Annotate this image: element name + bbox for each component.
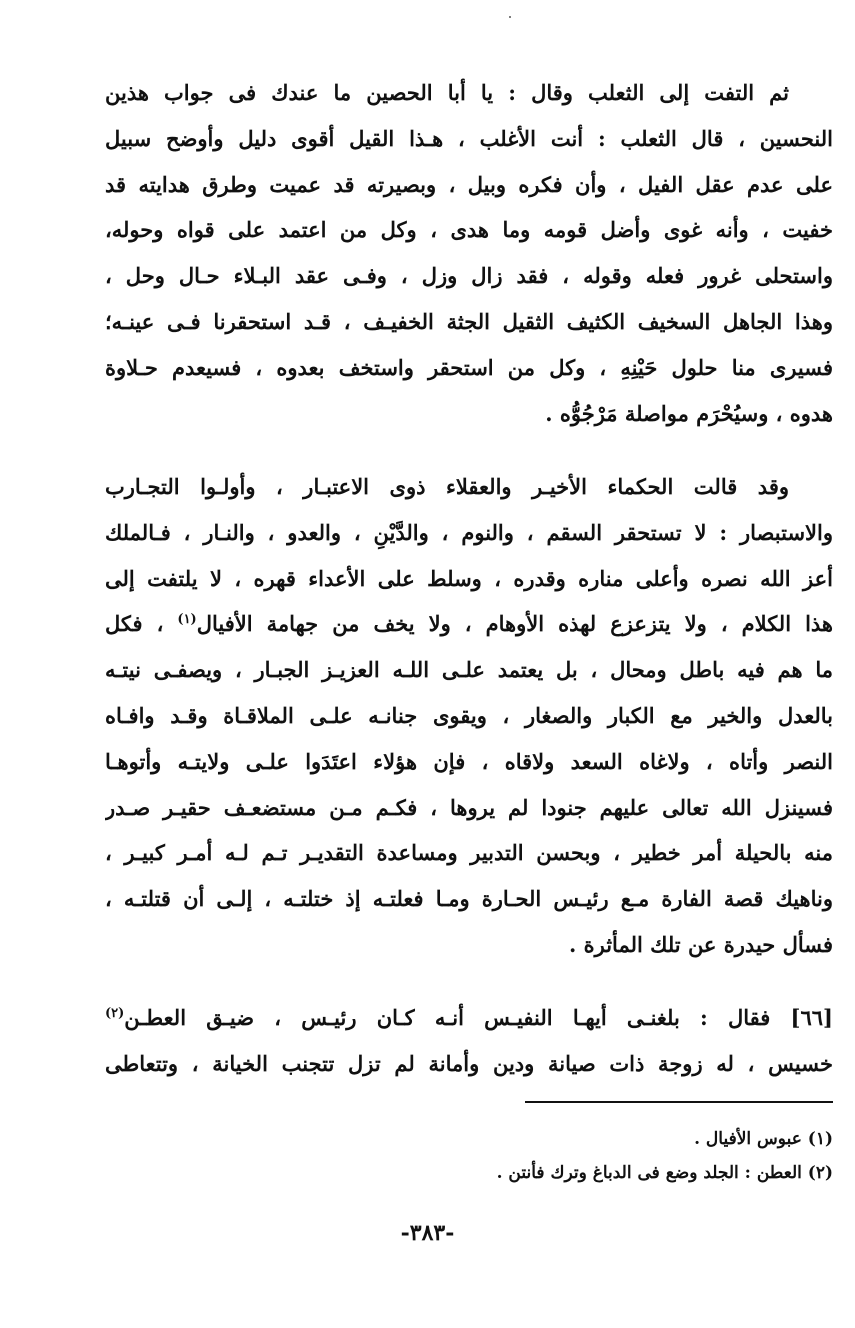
text-line: ثم التفت إلى الثعلب وقال : يا أبا الحصين ما عندك فى جواب هذين: [105, 80, 789, 105]
footnote-divider: [525, 1101, 833, 1103]
text-line: أعز الله نصره وأعلى مناره وقدره ، وسلط على الأعداء قهره ، لا يلتفت إلى: [105, 565, 833, 591]
text-segment: هذا الكلام ، ولا يتزعزع لهذه الأوهام ، ولا يخف من جهامة الأفيال: [196, 611, 833, 637]
footnote-ref-2[interactable]: (٢): [105, 1006, 125, 1021]
text-segment: : بلغنـى أيهـا النفيـس أنـه كـان رئيـس ، ضيـق العطـن: [124, 1005, 708, 1030]
text-line: بالعدل والخير مع الكبار والصغار ، ويقوى جنانـه علـى الملاقـاة وقـد وافـاه: [105, 702, 833, 728]
text-line: ما هم فيه باطل ومحال ، بل يعتمد علـى اللـه العزيـز الجبـار ، ويصفـى نيتـه: [105, 657, 833, 683]
text-line: وناهيك قصة الفارة مـع رئيـس الحـارة ومـا فعلتـه إذ ختلتـه ، إلـى أن قتلتـه ،: [105, 886, 833, 912]
section-number: [٦٦]: [790, 1005, 833, 1030]
paragraph-fox-reply: [105, 70, 833, 436]
text-line: خسيس ، له زوجة ذات صيانة ودين وأمانة لم تزل تتجنب الخيانة ، وتتعاطى: [105, 1050, 833, 1076]
text-line: والاستبصار : لا تستحقر السقم ، والنوم ، والدَّيْنِ ، والعدو ، والنـار ، فـالملك: [105, 519, 833, 545]
paragraph-66: [105, 995, 833, 1087]
paragraph-wise-sayings: [105, 464, 833, 968]
text-line: فسيرى منا حلول حَيْنِهِ ، وكل من استحقر واستخف بعدوه ، فسيعدم حـلاوة: [105, 354, 833, 380]
footnote-1: (١) عبوس الأفيال .: [694, 1129, 833, 1149]
text-line: على عدم عقل الفيل ، وأن فكره وبيل ، وبصيرته قد عميت وطرق هدايته قد: [105, 171, 833, 197]
text-line: فسينزل الله تعالى عليهم جنودا لم يروها ، فكـم مـن مستضعـف حقيـر صـدر: [105, 794, 833, 820]
text-line-with-footnote: [105, 995, 833, 1041]
footnotes: [300, 1122, 833, 1190]
section-lead-word: فقال: [728, 1005, 771, 1030]
text-line: النحسين ، قال الثعلب : أنت الأغلب ، هـذا القيل أقوى دليل وأوضح سبيل: [105, 125, 833, 151]
text-line-with-footnote: [105, 601, 833, 647]
text-line: النصر وأتاه ، ولاغاه السعد ولاقاه ، فإن هؤلاء اعتَدَوا علـى ولايتـه وأتوهـا: [105, 748, 833, 774]
text-segment: ، فكل: [105, 611, 164, 637]
footnote-2: (٢) العطن : الجلد وضع فى الدباغ وترك فأنتن .: [496, 1163, 833, 1183]
page-number: -٣٨٣-: [400, 1220, 455, 1246]
scan-speck: [509, 16, 511, 18]
text-line: وقد قالت الحكماء الأخيـر والعقلاء ذوى الاعتبـار ، وأولـوا التجـارب: [105, 474, 789, 499]
text-line: هدوه ، وسيُحْرَم مواصلة مَرْجُوُّه .: [545, 400, 833, 426]
text-line: واستحلى غرور فعله وقوله ، فقد زال وزل ، وفـى عقد البـلاء حـال وحل ،: [105, 263, 833, 289]
text-line: منه بالحيلة أمر خطير ، وبحسن التدبير ومساعدة التقديـر تـم لـه أمـر كبيـر ،: [105, 840, 833, 866]
text-line: فسأل حيدرة عن تلك المأثرة .: [569, 931, 833, 957]
text-line: خفيت ، وأنه غوى وأضل قومه وما هدى ، وكل من اعتمد على قواه وحوله،: [105, 217, 833, 243]
text-line: وهذا الجاهل السخيف الكثيف الثقيل الجثة الخفيـف ، قـد استحقرنا فـى عينـه؛: [105, 308, 833, 334]
footnote-ref-1[interactable]: (١): [177, 612, 197, 628]
